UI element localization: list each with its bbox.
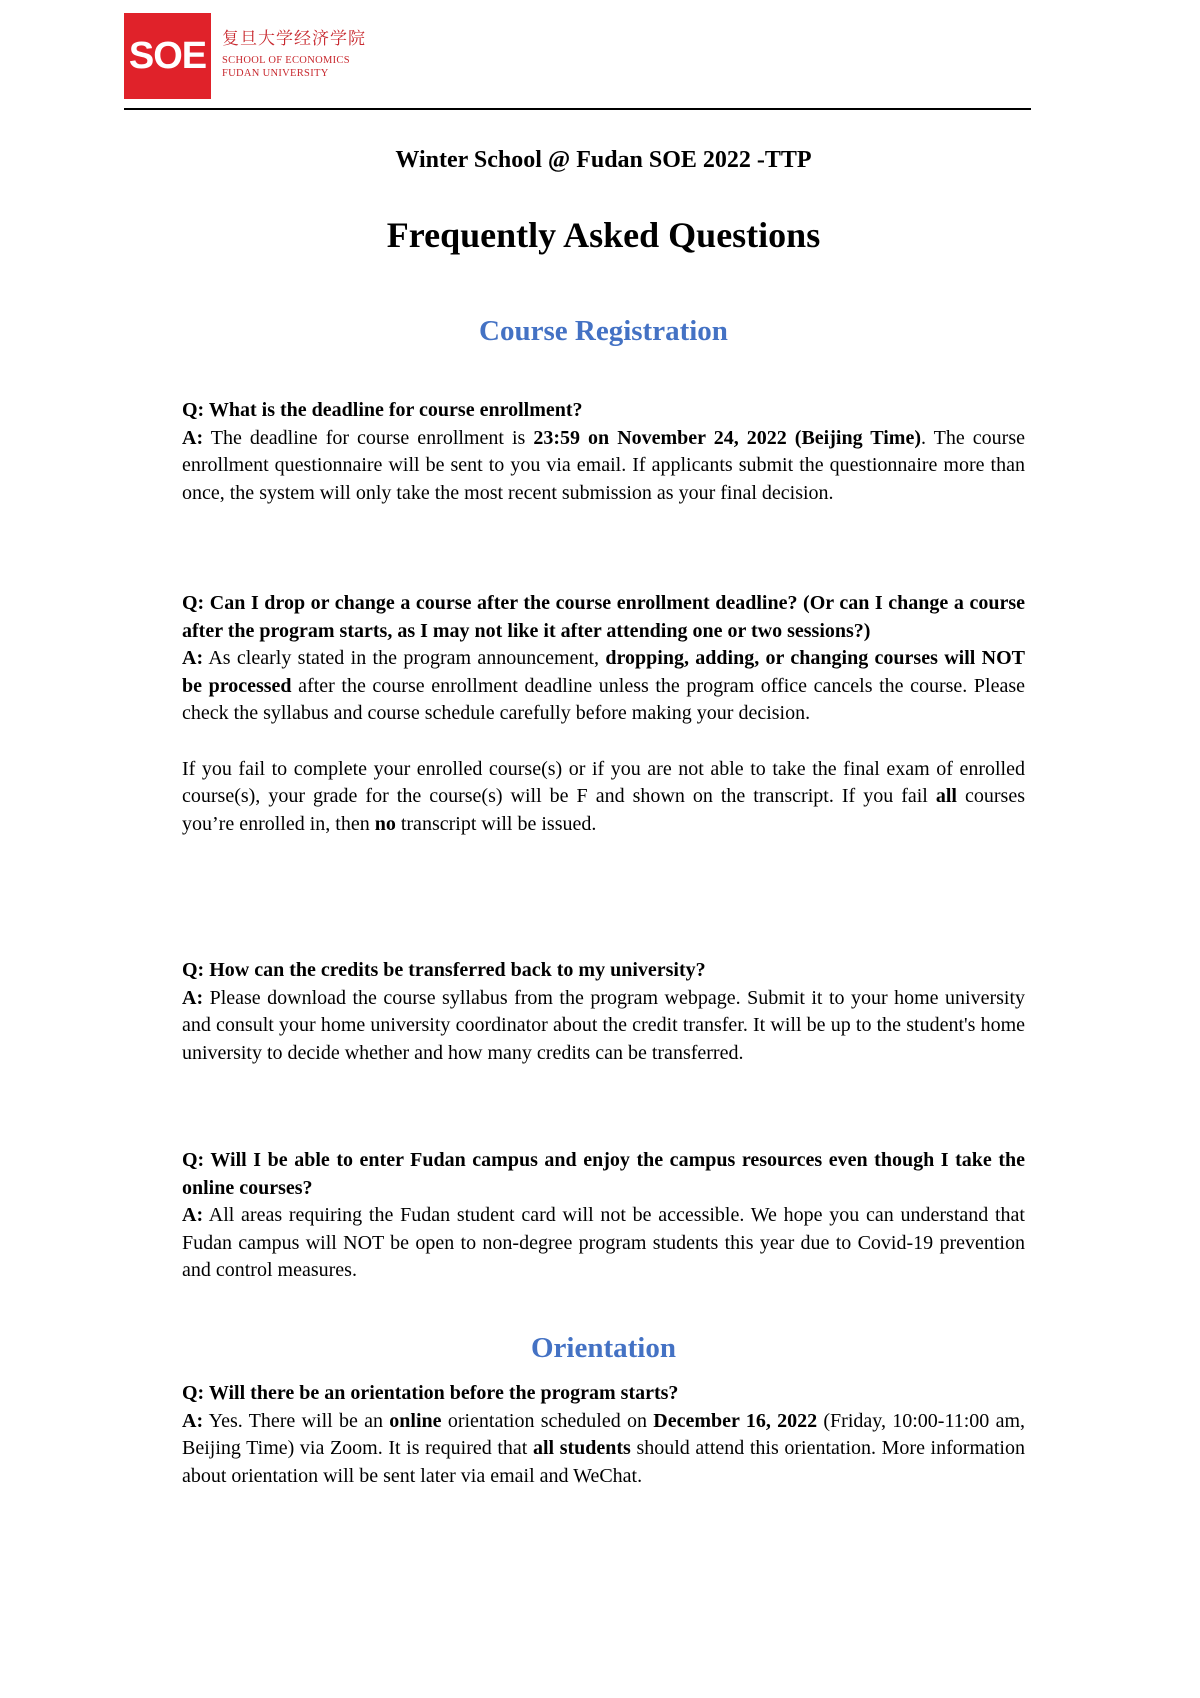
answer-emphasis: 23:59 on November 24, 2022 (Beijing Time) — [533, 426, 921, 449]
answer — [182, 1408, 1025, 1491]
answer — [182, 425, 1025, 508]
answer-emphasis: all students — [532, 1437, 631, 1460]
logo-mark: SOE — [124, 13, 211, 99]
answer-emphasis: online — [389, 1409, 442, 1432]
answer-text: All areas requiring the Fudan student card will not be accessible. We hope you can understand that Fudan campus will NOT be open to non-degree program students this year due to Covid-19 prevention and control measures. — [182, 1204, 1025, 1282]
question: Q: Can I drop or change a course after the course enrollment deadline? (Or can I change a course after the program starts, as I may not like it after attending one or two sessions?) — [182, 592, 1025, 642]
question: Q: What is the deadline for course enrollment? — [182, 399, 583, 421]
answer-label: A: — [182, 647, 204, 670]
answer-text: . The course enrollment questionnaire will be sent to you via email. If applicants submit the questionnaire more than once, the system will only take the most recent submission as your final decision. — [182, 426, 1025, 504]
soe-logo — [124, 13, 366, 99]
answer-label: A: — [182, 1204, 204, 1227]
faq-item-campus-access — [182, 1147, 1025, 1285]
question: Q: Will there be an orientation before the program starts? — [182, 1382, 679, 1404]
section-heading-orientation: Orientation — [531, 1332, 676, 1364]
answer-text: transcript will be issued. — [395, 812, 597, 835]
answer-text: As clearly stated in the program announcement, — [203, 647, 606, 670]
answer-paragraph-2 — [182, 756, 1025, 839]
logo-english-line-1: SCHOOL OF ECONOMICS — [222, 55, 350, 66]
section-heading-course-registration: Course Registration — [479, 315, 728, 347]
answer-label: A: — [182, 986, 204, 1009]
answer-text: Please download the course syllabus from the program webpage. Submit it to your home university and consult your home university coordinator about the credit transfer. It will be up to the student's home university to decide whether and how many credits can be transferred. — [182, 986, 1025, 1064]
answer-emphasis: no — [374, 812, 396, 835]
answer-text: after the course enrollment deadline unless the program office cancels the course. Please check the syllabus and course schedule carefully before making your decision. — [182, 674, 1025, 725]
faq-content — [182, 145, 1025, 1487]
answer — [182, 645, 1025, 728]
question: Q: How can the credits be transferred back to my university? — [182, 959, 706, 981]
header-divider — [124, 108, 1031, 110]
answer-text: The deadline for course enrollment is — [203, 426, 534, 449]
document-title: Frequently Asked Questions — [386, 215, 821, 255]
answer — [182, 985, 1025, 1068]
answer-label: A: — [182, 426, 204, 449]
answer-text: courses you’re enrolled in, then — [182, 785, 1025, 835]
faq-item-orientation — [182, 1380, 1025, 1490]
answer-text: orientation scheduled on — [441, 1409, 654, 1432]
answer-emphasis: December 16, 2022 — [653, 1409, 818, 1432]
answer-emphasis: all — [935, 785, 957, 808]
logo-english-line-2: FUDAN UNIVERSITY — [222, 68, 329, 79]
answer-text: should attend this orientation. More information about orientation will be sent later via email and WeChat. — [182, 1437, 1025, 1487]
faq-item-enrollment-deadline — [182, 397, 1025, 507]
faq-item-credit-transfer — [182, 957, 1025, 1067]
question: Q: Will I be able to enter Fudan campus and enjoy the campus resources even though I take the online courses? — [182, 1149, 1025, 1199]
faq-item-drop-change-course — [182, 590, 1025, 838]
logo-text — [222, 29, 366, 80]
logo-chinese-name: 复旦大学经济学院 — [222, 29, 366, 49]
answer-text: (Friday, 10:00-11:00 am, Beijing Time) via Zoom. It is required that — [182, 1409, 1025, 1460]
answer-text: Yes. There will be an — [203, 1409, 390, 1432]
program-title: Winter School @ Fudan SOE 2022 -TTP — [395, 147, 812, 173]
answer-label: A: — [182, 1409, 204, 1432]
answer-text: If you fail to complete your enrolled course(s) or if you are not able to take the final exam of enrolled course(s), your grade for the course(s) will be F and shown on the transcript. If you fail — [182, 757, 1025, 808]
answer-emphasis: dropping, adding, or changing courses will NOT be processed — [182, 647, 1025, 697]
answer — [182, 1202, 1025, 1285]
